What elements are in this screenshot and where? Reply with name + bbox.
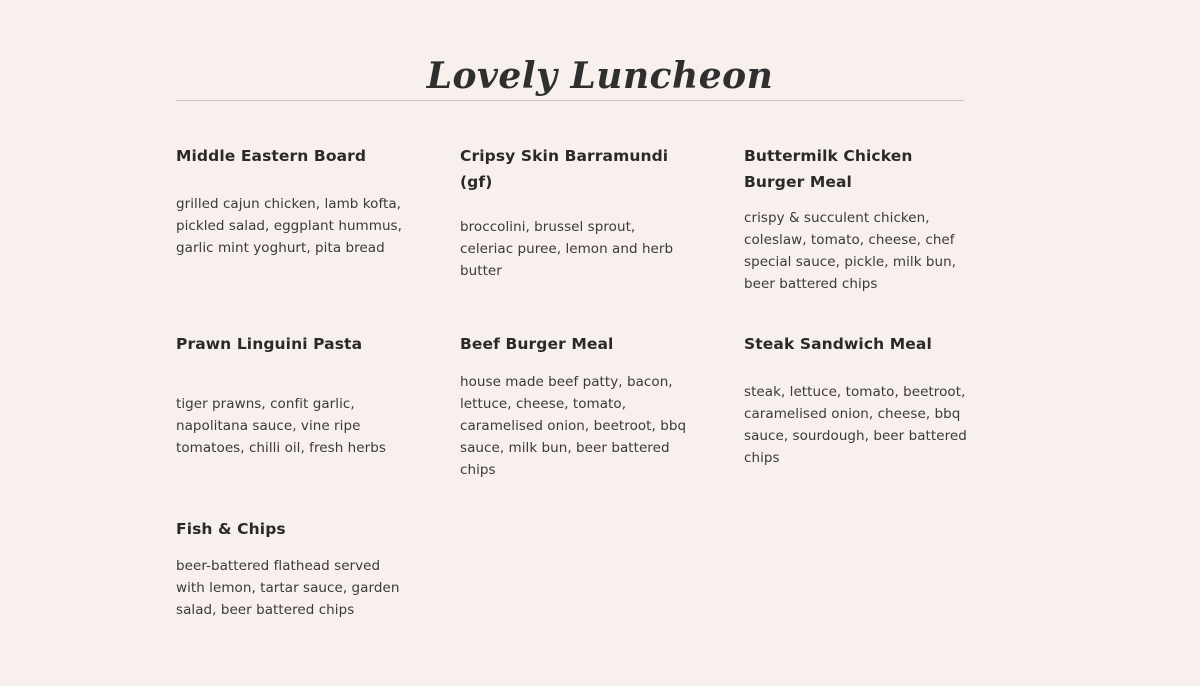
menu-item-buttermilk-chicken-burger: [744, 143, 976, 295]
menu-item-description: grilled cajun chicken, lamb kofta, pickled salad, eggplant hummus, garlic mint yoghurt, pita bread: [176, 196, 402, 256]
menu-item-description: crispy & succulent chicken, coleslaw, tomato, cheese, chef special sauce, pickle, milk bun, beer battered chips: [744, 210, 957, 292]
menu-item-barramundi: [460, 143, 690, 282]
menu-item-fish-and-chips: [176, 516, 406, 621]
menu-item-title: Steak Sandwich Meal: [744, 335, 932, 353]
menu-item-beef-burger: [460, 331, 690, 481]
menu-item-title: Cripsy Skin Barramundi (gf): [460, 147, 669, 191]
menu-item-title: Beef Burger Meal: [460, 335, 614, 353]
menu-item-steak-sandwich: [744, 331, 974, 469]
title-divider: [176, 100, 964, 101]
menu-item-prawn-linguini: [176, 331, 406, 459]
menu-item-description: house made beef patty, bacon, lettuce, cheese, tomato, caramelised onion, beetroot, bbq sauce, milk bun, beer battered chips: [460, 374, 687, 478]
menu-item-title: Prawn Linguini Pasta: [176, 335, 363, 353]
menu-item-title: Fish & Chips: [176, 520, 286, 538]
menu-item-description: broccolini, brussel sprout, celeriac puree, lemon and herb butter: [460, 219, 674, 279]
menu-item-description: tiger prawns, confit garlic, napolitana sauce, vine ripe tomatoes, chilli oil, fresh herbs: [176, 396, 386, 456]
menu-item-description: beer-battered flathead served with lemon, tartar sauce, garden salad, beer battered chips: [176, 558, 400, 618]
page-title: Lovely Luncheon: [426, 55, 774, 98]
menu-item-description: steak, lettuce, tomato, beetroot, caramelised onion, cheese, bbq sauce, sourdough, beer battered chips: [744, 384, 967, 466]
menu-item-title: Buttermilk Chicken Burger Meal: [744, 147, 913, 191]
menu-item-title: Middle Eastern Board: [176, 147, 367, 165]
menu-item-middle-eastern-board: [176, 143, 406, 259]
